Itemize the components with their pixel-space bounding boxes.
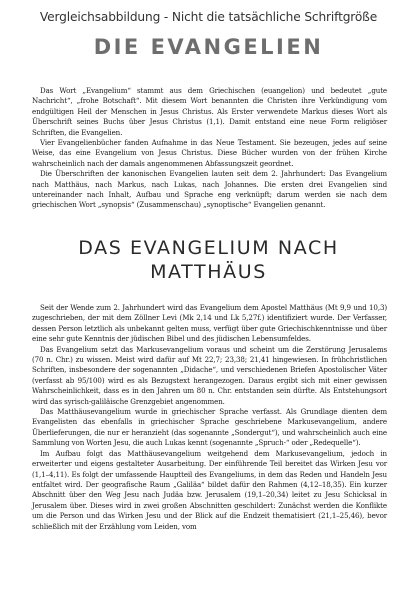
- section-heading-line-1: DAS EVANGELIUM NACH: [78, 237, 339, 259]
- body-paragraph: Das Matthäusevangelium wurde in griechischer Sprache verfasst. Als Grundlage dienten dem Evangelisten das ebenfalls in griechischer Sprache geschriebene Markusevangelium, andere Überlieferungen, die nur er heranzieht (das sogenannte „Sondergut“), und wahrscheinlich auch eine Sammlung von Worten Jesu, die auch Lukas kennt (sogenannte „Spruch-“ oder „Redequelle“).: [32, 407, 387, 448]
- body-paragraph: Seit der Wende zum 2. Jahrhundert wird das Evangelium dem Apostel Matthäus (Mt 9,9 und 10,3) zugeschrieben, der mit dem Zöllner Levi (Mk 2,14 und Lk 5,27f.) identifiziert wurde. Der Verfasser, dessen Person letztlich als unbekannt gelten muss, verfügt über gute Griechischkenntnisse und über eine sehr gute Kenntnis der jüdischen Bibel und des jüdischen Lebensumfeldes.: [32, 303, 387, 344]
- intro-paragraph: Die Überschriften der kanonischen Evangelien lauten seit dem 2. Jahrhundert: Das Evangelium nach Matthäus, nach Markus, nach Lukas, nach Johannes. Die ersten drei Evangelien sind untereinander nach Inhalt, Aufbau und Sprache eng verknüpft; darum werden sie nach dem griechischen Wort „synopsis“ (Zusammenschau) „synoptische“ Evangelien genannt.: [32, 169, 387, 210]
- body-paragraph: Das Evangelium setzt das Markusevangelium voraus und scheint um die Zerstörung Jerusalems (70 n. Chr.) zu wissen. Meist wird dafür auf Mt 22,7; 23,38; 21,41 hingewiesen. In frühchristlichen Schriften, insbesondere der sogenannten „Didache“, und verschiedenen Briefen Apostolischer Väter (verfasst ab 95/100) wird es als Bezugstext herangezogen. Daraus ergibt sich mit einer gewissen Wahrscheinlichkeit, dass es in den Jahren um 80 n. Chr. entstanden sein dürfte. Als Entstehungsort wird das syrisch-galiläische Grenzgebiet angenommen.: [32, 344, 387, 406]
- body-paragraph: Im Aufbau folgt das Matthäusevangelium weitgehend dem Markusevangelium, jedoch in erweiterter und eigens gestalteter Ausarbeitung. Der einführende Teil bereitet das Wirken Jesu vor (1,1–4,11). Es folgt der umfassende Hauptteil des Evangeliums, in dem das Reden und Handeln Jesu entfaltet wird. Der geografische Raum „Galiläa“ bildet dafür den Rahmen (4,12–18,35). Ein kurzer Abschnitt über den Weg Jesu nach Judäa bzw. Jerusalem (19,1–20,34) leitet zu Jesu Schicksal in Jerusalem über. Dieses wird in zwei großen Abschnitten geschildert: Zunächst werden die Konflikte um die Person und das Wirken Jesu und der Blick auf die Endzeit thematisiert (21,1–25,46), bevor schließlich mit der Erzählung vom Leiden, vom: [32, 448, 387, 531]
- section-heading: [0, 236, 417, 284]
- section-heading-line-2: MATTHÄUS: [150, 261, 267, 283]
- page-title: DIE EVANGELIEN: [93, 35, 324, 59]
- comparison-banner: Vergleichsabbildung - Nicht die tatsächliche Schriftgröße: [39, 10, 378, 24]
- intro-section: [32, 86, 387, 211]
- matthew-section: [32, 303, 387, 532]
- intro-paragraph: Das Wort „Evangelium“ stammt aus dem Griechischen (euangelion) und bedeutet „gute Nachricht“, „frohe Botschaft“. Mit diesem Wort benannten die Christen ihre Verkündigung vom endgültigen Heil der Menschen in Jesus Christus. Als Erster verwendete Markus dieses Wort als Überschrift seines Buchs über Jesus Christus (1,1). Damit entstand eine neue Form religiöser Schriften, die Evangelien.: [32, 86, 387, 137]
- intro-paragraph: Vier Evangelienbücher fanden Aufnahme in das Neue Testament. Sie bezeugen, jedes auf seine Weise, das eine Evangelium von Jesus Christus. Diese Bücher wurden von der frühen Kirche wahrscheinlich nach der damals angenommenen Abfassungszeit geordnet.: [32, 138, 387, 168]
